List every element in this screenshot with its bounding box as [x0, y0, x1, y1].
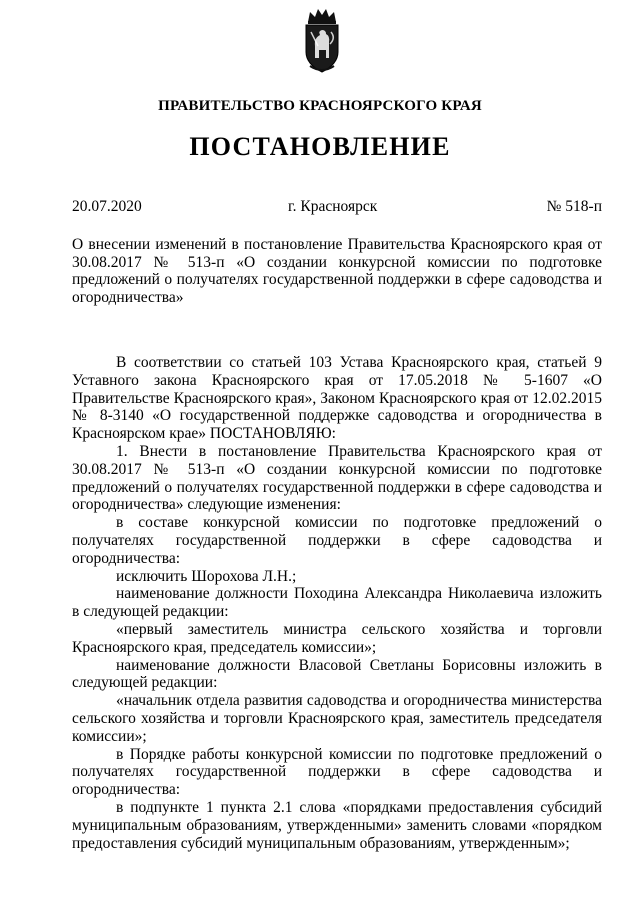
government-title: ПРАВИТЕЛЬСТВО КРАСНОЯРСКОГО КРАЯ — [158, 98, 482, 114]
body-paragraph: наименование должности Власовой Светланы Борисовны изложить в следующей редакции: — [72, 656, 602, 692]
document-date: 20.07.2020 — [72, 198, 142, 215]
krasnoyarsk-coat-of-arms-icon — [296, 6, 348, 76]
document-number: № 518-п — [546, 198, 602, 215]
body-paragraph: наименование должности Походина Александра Николаевича изложить в следующей редакции: — [72, 585, 602, 621]
document-body — [72, 354, 602, 852]
body-paragraph: «первый заместитель министра сельского хозяйства и торговли Красноярского края, председатель комиссии»; — [72, 620, 602, 656]
body-paragraph: «начальник отдела развития садоводства и огородничества министерства сельского хозяйства и торговли Красноярского края, заместитель председателя комиссии»; — [72, 692, 602, 745]
body-paragraph: в составе конкурсной комиссии по подготовке предложений о получателях государственной поддержки в сфере садоводства и огородничества: — [72, 514, 602, 567]
document-subject: О внесении изменений в постановление Правительства Красноярского края от 30.08.2017 № 513-п «О создании конкурсной комиссии по подготовке предложений о получателях государственной поддержки в сфере садоводства и огородничества» — [72, 236, 602, 306]
body-paragraph: 1. Внести в постановление Правительства Красноярского края от 30.08.2017 № 513-п «О создании конкурсной комиссии по подготовке предложений о получателях государственной поддержки в сфере садоводства и огородничества» следующие изменения: — [72, 442, 602, 514]
document-meta-row — [72, 198, 602, 218]
body-paragraph: В соответствии со статьей 103 Устава Красноярского края, статьей 9 Уставного закона Красноярского края от 17.05.2018 № 5-1607 «О Правительстве Красноярского края», Законом Красноярского края от 12.02.2015 № 8-3140 «О государственной поддержке садоводства и огородничества в Красноярском крае» ПОСТАНОВЛЯЮ: — [72, 354, 602, 443]
body-paragraph: в Порядке работы конкурсной комиссии по подготовке предложений о получателях государственной поддержки в сфере садоводства и огородничества: — [72, 745, 602, 799]
document-city: г. Красноярск — [288, 198, 378, 215]
body-paragraph: в подпункте 1 пункта 2.1 слова «порядками предоставления субсидий муниципальным образованиям, утвержденными» заменить словами «порядком предоставления субсидий муниципальным образованиям, утвержденным»; — [72, 798, 602, 852]
document-type-title: ПОСТАНОВЛЕНИЕ — [189, 132, 451, 161]
body-paragraph: исключить Шорохова Л.Н.; — [116, 567, 297, 585]
